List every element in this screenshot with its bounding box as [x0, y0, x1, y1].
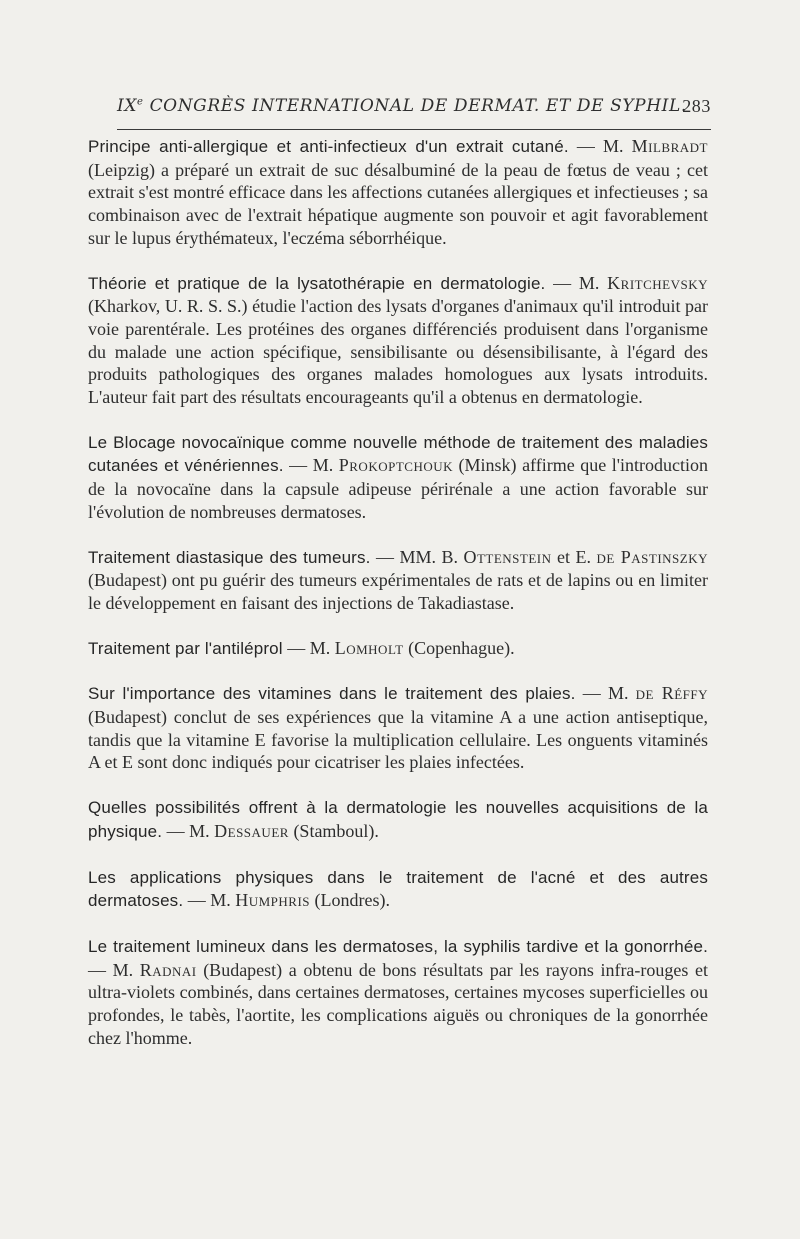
entry-author: Radnai — [139, 959, 197, 980]
abstract-entry — [88, 431, 708, 524]
header-rule — [117, 129, 711, 130]
abstract-entry — [88, 272, 708, 409]
entry-separator: — MM. B. — [370, 546, 464, 567]
entry-body: (Kharkov, U. R. S. S.) étudie l'action des lysats d'organes d'animaux qu'il introduit par voie parentérale. Les protéines des organes différenciés produisent dans l'organisme du malade une action spécifique, sensibilisante ou désensibilisante, à l'égard des produits pathologiques des organes malades homologues aux lysats introduits. L'auteur fait part des résultats encourageants qu'il a obtenus en dermatologie. — [88, 296, 708, 408]
running-title — [117, 96, 687, 116]
entry-title: Traitement par l'antiléprol — [88, 638, 283, 658]
abstract-entry — [88, 637, 708, 661]
running-header — [117, 92, 711, 120]
entry-body: (Budapest) conclut de ses expériences que la vitamine A a une action antiseptique, tandis que la vitamine E favorise la multiplication cellulaire. Les onguents vitaminés A et E sont donc indiqués pour cicatriser les plaies infectées. — [88, 707, 708, 773]
entry-author: de Réffy — [635, 683, 708, 704]
entry-title: Quelles possibilités offrent à la dermatologie les nouvelles acquisitions de la physique. — [88, 798, 708, 841]
entry-separator: — M. — [162, 820, 215, 841]
title-text: CONGRÈS INTERNATIONAL DE DERMAT. ET DE SYPHIL. — [143, 96, 687, 116]
entry-title: Les applications physiques dans le traitement de l'acné et des autres dermatoses. — [88, 867, 708, 911]
entry-author-second: de Pastinszky — [596, 546, 708, 567]
entry-body: (Londres). — [310, 890, 390, 911]
entry-separator: — M. — [88, 959, 140, 980]
abstract-entry — [88, 682, 708, 774]
title-roman: IX — [117, 96, 138, 116]
entry-author: Lomholt — [334, 637, 404, 658]
entry-author: Prokoptchouk — [338, 455, 453, 476]
abstract-entry — [88, 935, 708, 1050]
entry-title: Traitement diastasique des tumeurs. — [88, 547, 371, 567]
entry-title: Sur l'importance des vitamines dans le traitement des plaies. — [88, 684, 576, 704]
abstract-entry — [88, 135, 708, 250]
entry-author: Humphris — [235, 890, 311, 911]
entry-separator: — M. — [568, 136, 632, 156]
entry-body: (Stamboul). — [288, 820, 379, 841]
entry-separator-mid: et E. — [551, 546, 597, 567]
entry-title: Le Blocage novocaïnique comme nouvelle méthode de traitement des maladies cutanées et vénériennes. — [88, 432, 708, 476]
abstract-entry — [88, 546, 708, 615]
entry-separator: — M. — [575, 683, 636, 704]
title-superscript: e — [137, 96, 144, 108]
entry-separator: — M. — [183, 890, 236, 911]
entry-title: Théorie et pratique de la lysatothérapie en dermatologie. — [88, 273, 546, 293]
abstracts-column — [88, 135, 708, 1050]
entry-separator: — M. — [545, 272, 608, 293]
entry-author: Milbradt — [631, 136, 708, 156]
entry-body: (Copenhague). — [403, 637, 515, 658]
entry-author: Dessauer — [214, 820, 289, 841]
entry-separator: — M. — [283, 455, 339, 476]
abstract-entry — [88, 866, 708, 913]
entry-body: (Leipzig) a préparé un extrait de suc désalbuminé de la peau de fœtus de veau ; cet extrait s'est montré efficace dans les affections cutanées allergiques et infectieuses ; sa combinaison avec de l'extrait hépatique augmente son pouvoir et agit favorablement sur le lupus érythémateux, l'eczéma séborrhéique. — [88, 159, 708, 248]
entry-author: Kritchevsky — [607, 272, 708, 293]
entry-body: (Minsk) affirme que l'introduction de la novocaïne dans la capsule adipeuse périrénale a une action favorable sur l'évolution de nombreuses dermatoses. — [88, 455, 708, 522]
entry-body: (Budapest) ont pu guérir des tumeurs expérimentales de rats et de lapins ou en limiter le développement en faisant des injections de Takadiastase. — [88, 570, 708, 613]
entry-body: (Budapest) a obtenu de bons résultats par les rayons infra-rouges et ultra-violets combinés, dans certaines dermatoses, certaines mycoses superficielles ou profondes, le tabès, l'aortite, les complications aiguës ou chroniques de la gonorrhée chez l'homme. — [88, 959, 708, 1048]
entry-separator: — M. — [282, 637, 335, 658]
page-number: 283 — [682, 96, 711, 116]
entry-title: Le traitement lumineux dans les dermatoses, la syphilis tardive et la gonorrhée. — [88, 936, 708, 956]
abstract-entry — [88, 796, 708, 843]
entry-author: Ottenstein — [463, 546, 552, 567]
entry-title: Principe anti-allergique et anti-infectieux d'un extrait cutané. — [88, 137, 569, 156]
